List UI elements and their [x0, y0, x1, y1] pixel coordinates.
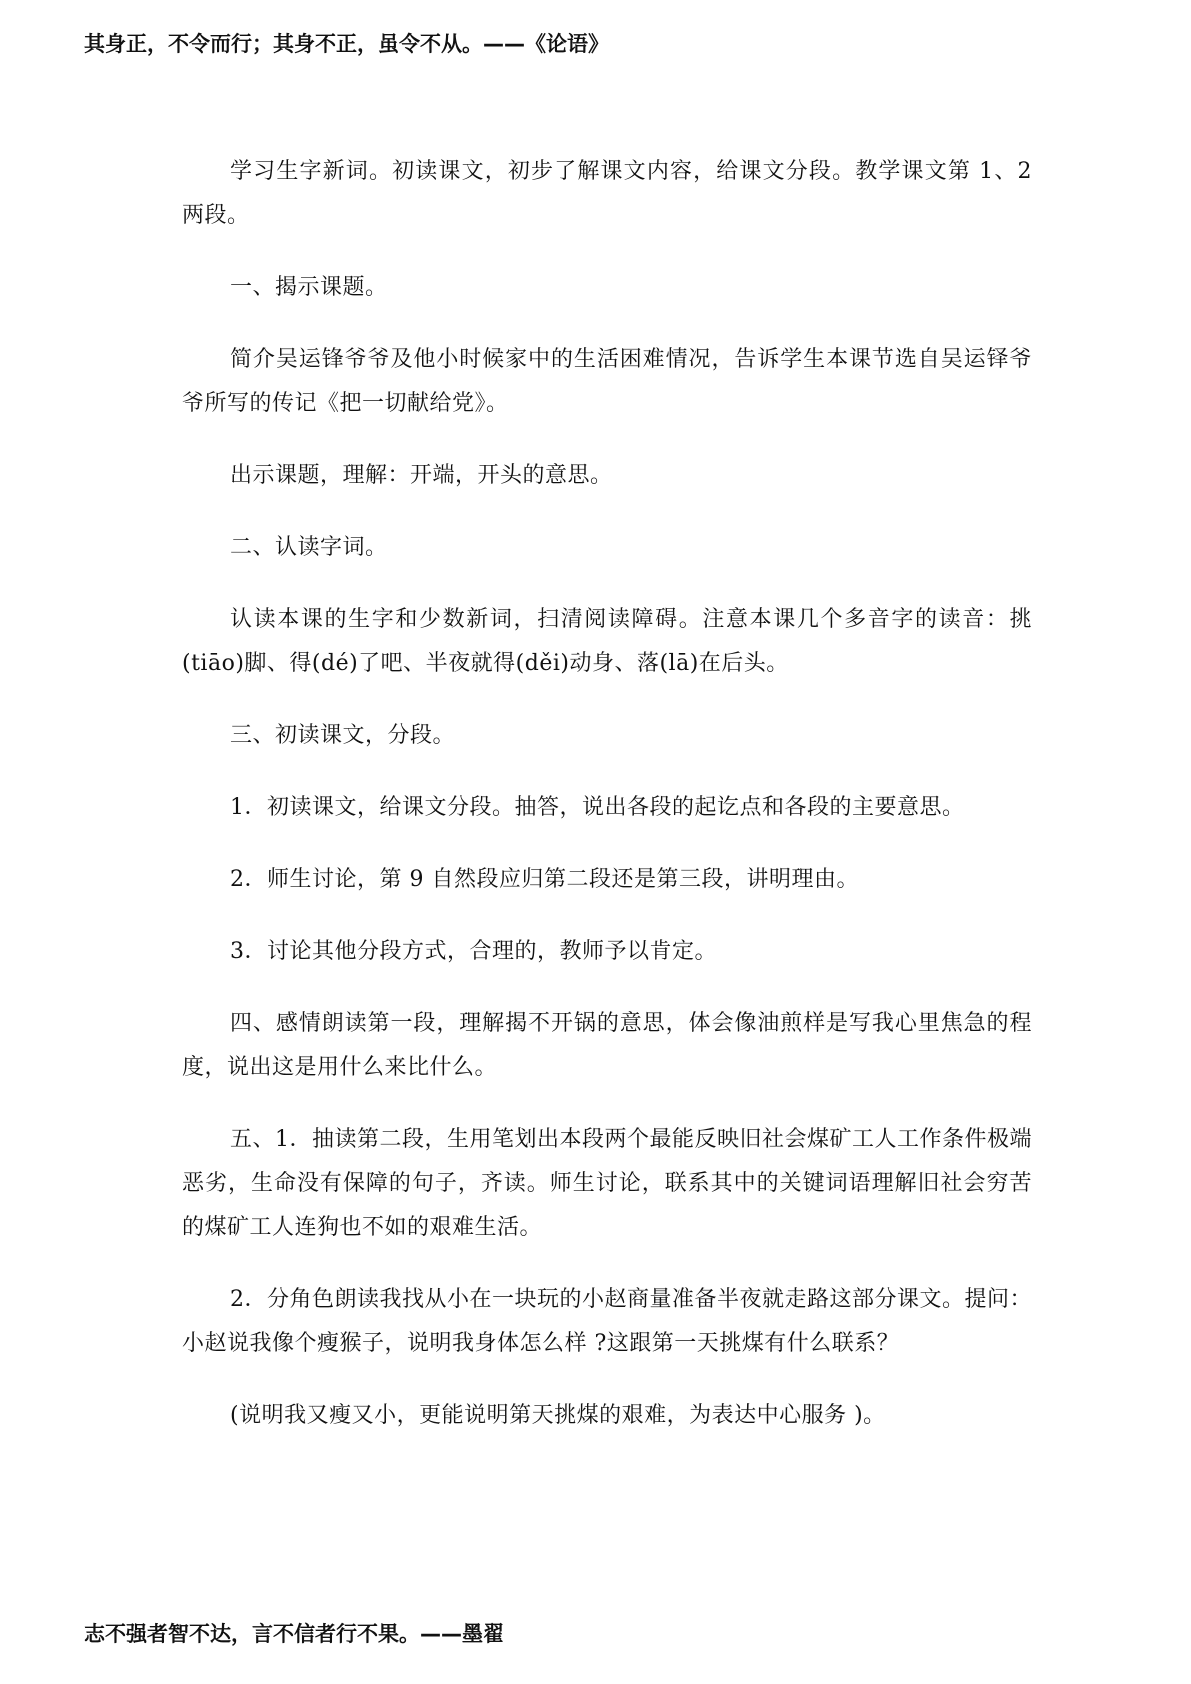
- paragraph: (说明我又瘦又小，更能说明第天挑煤的艰难，为表达中心服务 )。: [230, 1403, 886, 1428]
- header-quote: 其身正，不令而行；其身不正，虽令不从。——《论语》: [84, 32, 609, 56]
- paragraph: 三、初读课文，分段。: [230, 723, 456, 748]
- paragraph: 2．师生讨论，第 9 自然段应归第二段还是第三段，讲明理由。: [230, 867, 859, 892]
- paragraph: 2．分角色朗读我找从小在一块玩的小赵商量准备半夜就走路这部分课文。提问：小赵说我像个瘦猴子，说明我身体怎么样 ?这跟第一天挑煤有什么联系？: [182, 1287, 1032, 1356]
- paragraph: 四、感情朗读第一段，理解揭不开锅的意思，体会像油煎样是写我心里焦急的程度，说出这是用什么来比什么。: [182, 1011, 1032, 1080]
- paragraph: 1．初读课文，给课文分段。抽答，说出各段的起讫点和各段的主要意思。: [230, 795, 965, 820]
- paragraph: 简介吴运锋爷爷及他小时候家中的生活困难情况，告诉学生本课节选自吴运铎爷爷所写的传记《把一切献给党》。: [182, 347, 1032, 416]
- paragraph: 一、揭示课题。: [230, 275, 388, 300]
- paragraph: 认读本课的生字和少数新词，扫清阅读障碍。注意本课几个多音字的读音：挑(tiāo)脚、得(dé)了吧、半夜就得(děi)动身、落(lā)在后头。: [182, 607, 1032, 676]
- paragraph: 学习生字新词。初读课文，初步了解课文内容，给课文分段。教学课文第 1、2 两段。: [182, 159, 1032, 228]
- paragraph: 出示课题，理解：开端，开头的意思。: [230, 463, 613, 488]
- paragraph: 二、认读字词。: [230, 535, 388, 560]
- footer-quote: 志不强者智不达，言不信者行不果。——墨翟: [84, 1622, 504, 1646]
- paragraph: 五、1．抽读第二段，生用笔划出本段两个最能反映旧社会煤矿工人工作条件极端恶劣，生命没有保障的句子，齐读。师生讨论，联系其中的关键词语理解旧社会穷苦的煤矿工人连狗也不如的艰难生活。: [182, 1127, 1032, 1240]
- paragraph: 3．讨论其他分段方式，合理的，教师予以肯定。: [230, 939, 717, 964]
- document-body: [182, 150, 1032, 1466]
